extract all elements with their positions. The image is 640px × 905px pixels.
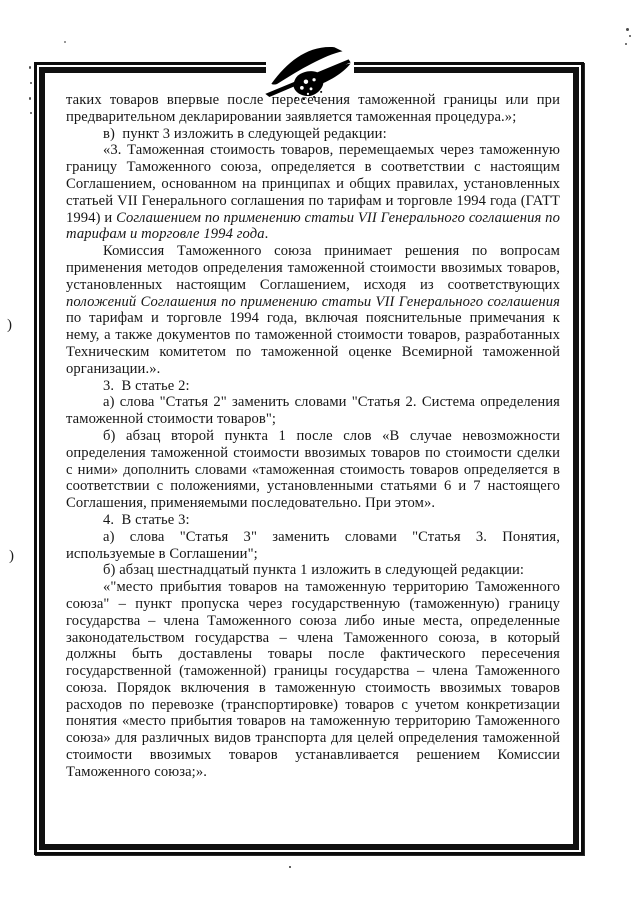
- scan-speck: [30, 82, 32, 84]
- text-segment: 3. В статье 2:: [103, 377, 190, 394]
- text-segment: Соглашением по применению статьи VII Генерального соглашения по тарифам и торговле 1994 года: [66, 209, 560, 243]
- scan-speck: [629, 35, 631, 37]
- paragraph: [66, 529, 560, 563]
- scan-speck: [29, 97, 31, 100]
- text-segment: б) абзац второй пункта 1 после слов «В случае невозможности определения таможенной стоимости ввозимых товаров по стоимости сделки с ними» дополнить словами «таможенная стоимость товаров определяется в соответствии с положениями, установленными статьями 6 и 7 настоящего Соглашения, применяемыми последовательно. При этом».: [66, 427, 560, 512]
- text-segment: б) абзац шестнадцатый пункта 1 изложить в следующей редакции:: [103, 562, 525, 579]
- paragraph: [66, 126, 560, 143]
- scan-speck: [626, 28, 629, 31]
- margin-stray-mark: ): [9, 548, 14, 564]
- text-segment: Комиссия Таможенного союза принимает решения по вопросам применения методов определения таможенной стоимости ввозимых товаров, установленных настоящим Соглашением, исходя из соответствующих: [66, 243, 560, 293]
- paragraph: [66, 142, 560, 243]
- paragraph: [66, 378, 560, 395]
- ink-emblem-icon: [263, 35, 357, 100]
- text-segment: а) слова "Статья 3" заменить словами "Статья 3. Понятия, используемые в Соглашении";: [66, 528, 560, 562]
- scan-speck: [30, 112, 32, 114]
- paragraph: [66, 243, 560, 377]
- text-segment: а) слова "Статья 2" заменить словами "Статья 2. Система определения таможенной стоимости товаров";: [66, 394, 560, 428]
- paragraph: [66, 394, 560, 428]
- scan-speck: [289, 866, 291, 868]
- text-segment: по тарифам и торговле 1994 года, включая пояснительные примечания к нему, а также документов по таможенной стоимости товаров, разработанных Техническим комитетом по таможенной оценке Всемирной таможенной организации.».: [66, 310, 560, 377]
- text-segment: таких товаров впервые после пересечения таможенной границы или при предварительном декларировании заявляется таможенная процедура.»;: [66, 92, 560, 125]
- paragraph: [66, 92, 560, 126]
- text-segment: 4. В статье 3:: [103, 511, 190, 528]
- text-segment: в) пункт 3 изложить в следующей редакции:: [103, 125, 387, 142]
- text-segment: «"место прибытия товаров на таможенную территорию Таможенного союза" – пункт пропуска через государственную (таможенную) границу государства – члена Таможенного союза либо иные места, определенные законодательством государства – члена Таможенного союза, в который должны быть доставлены товары после фактического пересечения государственной (таможенной) границы государства – члена Таможенного союза. Порядок включения в таможенную стоимость ввозимых товаров расходов по перевозке (транспортировке) товаров с учетом конкретизации понятия «место прибытия товаров на таможенную территорию Таможенного союза» для различных видов транспорта для целей определения таможенной стоимости ввозимых товаров устанавливается решением Комиссии Таможенного союза;».: [66, 579, 560, 780]
- paragraph: [66, 562, 560, 579]
- scan-speck: [625, 43, 627, 45]
- text-segment: .: [264, 226, 269, 243]
- text-segment: «3. Таможенная стоимость товаров, перемещаемых через таможенную границу Таможенного союза, определяется в соответствии с настоящим Соглашением, основанном на принципах и общих правилах, установленных статьей VII Генерального соглашения по тарифам и торговле 1994 года (ГАТТ 1994) и: [66, 142, 560, 226]
- scan-speck: [29, 66, 31, 69]
- document-text: [66, 92, 560, 781]
- paragraph: [66, 428, 560, 512]
- paragraph: [66, 512, 560, 529]
- text-segment: положений Соглашения по применению статьи VII Генерального соглашения: [66, 293, 560, 310]
- paragraph: [66, 579, 560, 781]
- margin-stray-mark: ): [7, 317, 12, 333]
- scan-speck: [64, 41, 66, 43]
